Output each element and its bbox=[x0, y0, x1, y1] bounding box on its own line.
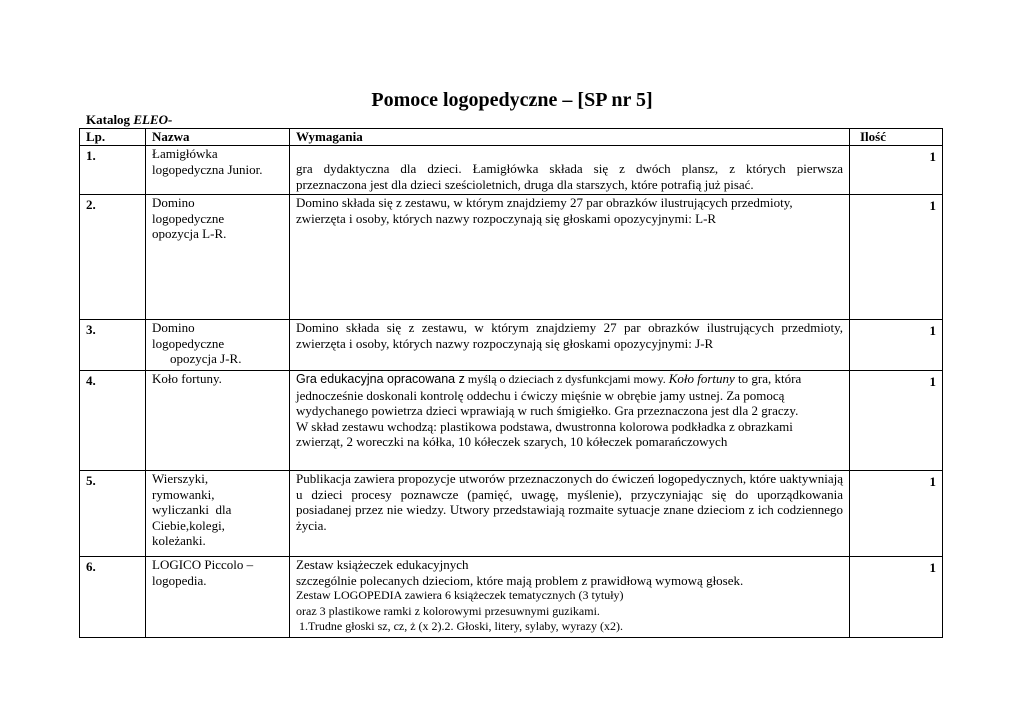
row-lp: 1. bbox=[80, 146, 146, 195]
row-requirements: Publikacja zawiera propozycje utworów przeznaczonych do ćwiczeń logopedycznych, które uaktywniają u dzieci procesy poznawcze (pamięć, uwagę, myślenie), przyczyniając się do uporządkowania posiadanej przez nie wiedzy. Utwory przedstawiają rozmaite sytuacje znane dzieciom z ich codziennego życia. bbox=[290, 471, 850, 557]
header-qty: Ilość bbox=[850, 129, 943, 146]
row-requirements: Gra edukacyjna opracowana z myślą o dzieciach z dysfunkcjami mowy. Koło fortuny to gra, która jednocześnie doskonali kontrolę oddechu i ćwiczy mięśnie w obrębie jamy ustnej. Za pomocą wydychanego powietrza dzieci wprawiają w ruch śmigiełko. Gra przeznaczona jest dla 2 graczy. W skład zestawu wchodzą: plastikowa podstawa, dwustronna kolorowa podkładka z obrazkami zwierząt, 2 woreczki na kółka, 10 kółeczek szarych, 10 kółeczek pomarańczowych bbox=[290, 371, 850, 471]
catalog-label: Katalog ELEO- bbox=[86, 112, 173, 127]
table-row bbox=[80, 195, 943, 320]
row-lp: 2. bbox=[80, 195, 146, 320]
table-row bbox=[80, 557, 943, 638]
header-lp: Lp. bbox=[80, 129, 146, 146]
header-name: Nazwa bbox=[146, 129, 290, 146]
table-row bbox=[80, 371, 943, 471]
row-qty: 1 bbox=[850, 371, 943, 471]
row-name: Łamigłówka logopedyczna Junior. bbox=[146, 146, 290, 195]
row-qty: 1 bbox=[850, 557, 943, 638]
table-row bbox=[80, 320, 943, 371]
table-row bbox=[80, 471, 943, 557]
row-qty: 1 bbox=[850, 195, 943, 320]
row-lp: 3. bbox=[80, 320, 146, 371]
row-requirements: Zestaw książeczek edukacyjnych szczególnie polecanych dzieciom, które mają problem z prawidłową wymową głosek. Zestaw LOGOPEDIA zawiera 6 książeczek tematycznych (3 tytuły) oraz 3 plastikowe ramki z kolorowymi przesuwnymi guzikami. 1.Trudne głoski sz, cz, ż (x 2).2. Głoski, litery, sylaby, wyrazy (x2). bbox=[290, 557, 850, 638]
row-name: Koło fortuny. bbox=[146, 371, 290, 471]
row-qty: 1 bbox=[850, 320, 943, 371]
row-qty: 1 bbox=[850, 146, 943, 195]
row-requirements: gra dydaktyczna dla dzieci. Łamigłówka składa się z dwóch plansz, z których pierwsza przeznaczona jest dla dzieci sześcioletnich, druga dla starszych, które potrafią już pisać. bbox=[290, 146, 850, 195]
catalog-name: ELEO- bbox=[133, 112, 173, 127]
table-row bbox=[80, 146, 943, 195]
row-name: Domino logopedyczne opozycja L-R. bbox=[146, 195, 290, 320]
row-name: Wierszyki, rymowanki, wyliczanki dla Ciebie,kolegi, koleżanki. bbox=[146, 471, 290, 557]
products-table bbox=[79, 128, 943, 638]
table-header-row bbox=[80, 129, 943, 146]
row-lp: 4. bbox=[80, 371, 146, 471]
row-name: Domino logopedyczne opozycja J-R. bbox=[146, 320, 290, 371]
row-qty: 1 bbox=[850, 471, 943, 557]
row-lp: 6. bbox=[80, 557, 146, 638]
row-name: LOGICO Piccolo – logopedia. bbox=[146, 557, 290, 638]
header-requirements: Wymagania bbox=[290, 129, 850, 146]
page-title: Pomoce logopedyczne – [SP nr 5] bbox=[371, 89, 653, 111]
row-requirements: Domino składa się z zestawu, w którym znajdziemy 27 par obrazków ilustrujących przedmioty, zwierzęta i osoby, których nazwy rozpoczynają się głoskami opozycyjnymi: J-R bbox=[290, 320, 850, 371]
row-lp: 5. bbox=[80, 471, 146, 557]
row-requirements: Domino składa się z zestawu, w którym znajdziemy 27 par obrazków ilustrujących przedmioty, zwierzęta i osoby, których nazwy rozpoczynają się głoskami opozycyjnymi: L-R bbox=[290, 195, 850, 320]
